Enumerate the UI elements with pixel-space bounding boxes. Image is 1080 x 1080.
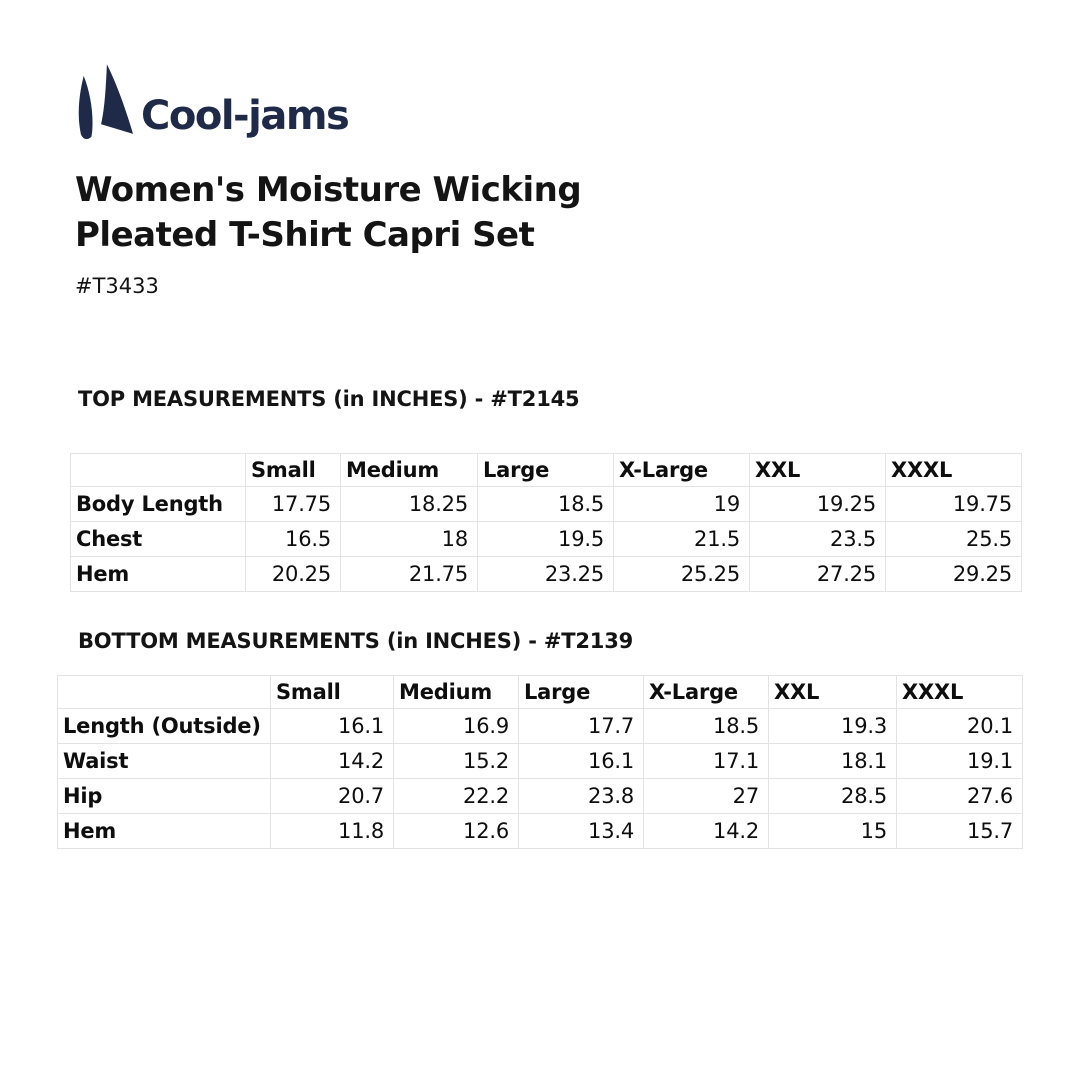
measurement-row — [58, 814, 1023, 849]
measurement-value-cell: 16.5 — [246, 522, 341, 557]
measurement-value-cell: 12.6 — [394, 814, 519, 849]
brand-logo — [75, 62, 348, 140]
measurement-value-cell: 16.1 — [271, 709, 394, 744]
corner-cell — [58, 676, 271, 709]
measurement-value-cell: 27.25 — [750, 557, 886, 592]
top-measurements-heading: TOP MEASUREMENTS (in INCHES) - #T2145 — [78, 387, 580, 411]
measurement-value-cell: 21.5 — [614, 522, 750, 557]
measurement-value-cell: 15.7 — [897, 814, 1023, 849]
measurement-value-cell: 19 — [614, 487, 750, 522]
measurement-value-cell: 18.5 — [644, 709, 769, 744]
measurement-row — [58, 709, 1023, 744]
measurement-value-cell: 19.25 — [750, 487, 886, 522]
size-column-header: Small — [246, 454, 341, 487]
size-column-header: Medium — [341, 454, 478, 487]
measurement-row-label: Hip — [58, 779, 271, 814]
measurement-value-cell: 18 — [341, 522, 478, 557]
measurement-row — [71, 487, 1022, 522]
size-column-header: XXL — [769, 676, 897, 709]
size-column-header: X-Large — [614, 454, 750, 487]
size-column-header: Large — [519, 676, 644, 709]
size-column-header: Small — [271, 676, 394, 709]
measurement-value-cell: 28.5 — [769, 779, 897, 814]
measurement-value-cell: 16.1 — [519, 744, 644, 779]
top-measurements-table-container — [70, 453, 1022, 592]
measurement-value-cell: 17.1 — [644, 744, 769, 779]
bottom-measurements-table — [57, 675, 1023, 849]
measurement-value-cell: 16.9 — [394, 709, 519, 744]
measurement-value-cell: 17.75 — [246, 487, 341, 522]
measurement-value-cell: 14.2 — [271, 744, 394, 779]
size-header-row — [58, 676, 1023, 709]
measurement-row-label: Length (Outside) — [58, 709, 271, 744]
measurement-value-cell: 27.6 — [897, 779, 1023, 814]
measurement-value-cell: 17.7 — [519, 709, 644, 744]
measurement-value-cell: 19.5 — [478, 522, 614, 557]
product-title-line-2: Pleated T-Shirt Capri Set — [75, 215, 535, 255]
measurement-value-cell: 21.75 — [341, 557, 478, 592]
sailboat-icon — [75, 62, 133, 140]
measurement-row-label: Body Length — [71, 487, 246, 522]
measurement-value-cell: 25.25 — [614, 557, 750, 592]
measurement-value-cell: 19.3 — [769, 709, 897, 744]
measurement-value-cell: 18.25 — [341, 487, 478, 522]
measurement-value-cell: 13.4 — [519, 814, 644, 849]
bottom-measurements-heading: BOTTOM MEASUREMENTS (in INCHES) - #T2139 — [78, 629, 634, 653]
measurement-value-cell: 11.8 — [271, 814, 394, 849]
measurement-value-cell: 14.2 — [644, 814, 769, 849]
measurement-value-cell: 19.1 — [897, 744, 1023, 779]
size-column-header: Large — [478, 454, 614, 487]
measurement-value-cell: 18.1 — [769, 744, 897, 779]
measurement-row-label: Hem — [58, 814, 271, 849]
measurement-value-cell: 23.25 — [478, 557, 614, 592]
size-column-header: Medium — [394, 676, 519, 709]
measurement-value-cell: 23.5 — [750, 522, 886, 557]
product-title-line-1: Women's Moisture Wicking — [75, 170, 582, 210]
measurement-value-cell: 23.8 — [519, 779, 644, 814]
corner-cell — [71, 454, 246, 487]
measurement-value-cell: 20.1 — [897, 709, 1023, 744]
bottom-measurements-table-container — [57, 675, 1023, 849]
product-sku: #T3433 — [75, 274, 159, 298]
measurement-row — [71, 557, 1022, 592]
size-column-header: XXL — [750, 454, 886, 487]
measurement-value-cell: 27 — [644, 779, 769, 814]
measurement-value-cell: 25.5 — [886, 522, 1022, 557]
measurement-value-cell: 20.7 — [271, 779, 394, 814]
measurement-value-cell: 15.2 — [394, 744, 519, 779]
top-measurements-table — [70, 453, 1022, 592]
size-header-row — [71, 454, 1022, 487]
size-column-header: X-Large — [644, 676, 769, 709]
size-column-header: XXXL — [897, 676, 1023, 709]
measurement-value-cell: 22.2 — [394, 779, 519, 814]
measurement-row — [58, 779, 1023, 814]
measurement-row-label: Waist — [58, 744, 271, 779]
measurement-value-cell: 19.75 — [886, 487, 1022, 522]
measurement-value-cell: 20.25 — [246, 557, 341, 592]
measurement-row-label: Hem — [71, 557, 246, 592]
measurement-value-cell: 15 — [769, 814, 897, 849]
measurement-row-label: Chest — [71, 522, 246, 557]
measurement-value-cell: 29.25 — [886, 557, 1022, 592]
measurement-row — [58, 744, 1023, 779]
size-column-header: XXXL — [886, 454, 1022, 487]
measurement-value-cell: 18.5 — [478, 487, 614, 522]
measurement-row — [71, 522, 1022, 557]
brand-wordmark: Cool-jams — [141, 93, 349, 139]
product-title — [75, 168, 581, 258]
